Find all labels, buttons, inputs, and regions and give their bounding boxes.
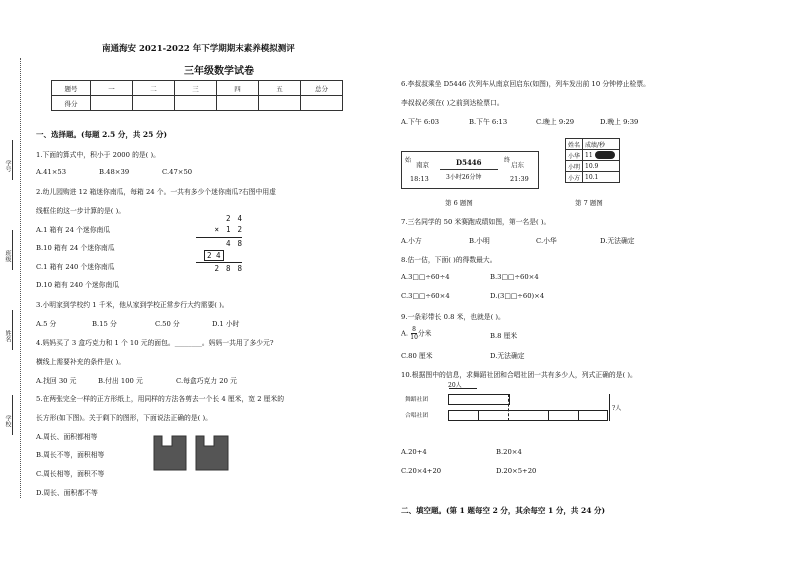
cut-squares-figure — [152, 434, 242, 472]
option[interactable]: A.1 箱有 24 个迷你南瓜 — [36, 226, 111, 234]
option[interactable]: C.80 厘米 — [401, 352, 433, 360]
option[interactable]: A.下午 6:03 — [401, 118, 440, 126]
digit: 4 — [237, 214, 242, 223]
score-input-cell[interactable] — [133, 96, 175, 111]
score-cell: 得分 — [52, 96, 91, 111]
section-heading: 一、选择题。(每题 2.5 分，共 25 分) — [36, 130, 168, 139]
cut-square-1 — [154, 436, 186, 470]
option[interactable]: B.下午 6:13 — [469, 118, 508, 126]
option[interactable]: B.小明 — [469, 237, 490, 245]
question-7: 7.三名同学的 50 米赛跑成绩如图，第一名是( )。 — [401, 218, 551, 226]
question-3: 3.小明家到学校约 1 千米，他从家到学校正常步行大约需要( )。 — [36, 301, 229, 309]
option[interactable]: B.3□□÷60×4 — [490, 273, 539, 281]
question-2-cont: 线框住的这一步计算的是( )。 — [36, 207, 126, 215]
dance-club-label: 舞蹈社团 — [405, 397, 429, 403]
side-label-name: 姓名 — [4, 330, 11, 342]
score-cell: 三 — [175, 81, 217, 96]
ticket-start-label: 始 — [405, 157, 412, 164]
option[interactable]: B.周长不等，面积相等 — [36, 451, 105, 459]
train-ticket — [401, 151, 539, 189]
option[interactable]: A.找回 30 元 — [36, 377, 77, 385]
exam-subtitle: 三年级数学试卷 — [184, 66, 254, 77]
figure-caption-7: 第 7 题图 — [575, 199, 603, 207]
option[interactable]: D.无法确定 — [600, 237, 635, 245]
option[interactable]: C.晚上 9:29 — [536, 118, 575, 126]
side-write-line — [12, 310, 13, 350]
option[interactable]: C.47×50 — [162, 168, 193, 176]
option[interactable]: C.3□□÷60×4 — [401, 292, 450, 300]
ink-smudge — [595, 151, 615, 159]
rule-line — [196, 262, 242, 263]
ticket-duration: 3小时26分钟 — [446, 174, 482, 181]
table-cell: 10.1 — [583, 172, 620, 183]
ticket-train: D5446 — [456, 158, 482, 167]
table-cell: 小华 — [566, 150, 583, 161]
binding-dotted-line — [20, 58, 21, 498]
question-5: 5.在两张完全一样的正方形纸上，用同样的方法各剪去一个长 4 厘米，宽 2 厘米的 — [36, 395, 285, 403]
total-question-label: ?人 — [612, 405, 622, 412]
question-4-cont: 横线上需要补充的条件是( )。 — [36, 358, 126, 366]
digit: 4 — [216, 251, 221, 260]
choir-club-bar — [448, 410, 608, 421]
table-header: 姓名 — [566, 139, 583, 150]
option[interactable]: D.晚上 9:39 — [600, 118, 639, 126]
fraction-denominator: 10 — [410, 334, 418, 341]
side-label-class: 班级 — [4, 250, 11, 262]
question-9: 9.一条彩带长 0.8 米，也就是( )。 — [401, 313, 505, 321]
score-input-cell[interactable] — [301, 96, 343, 111]
option[interactable]: B.8 厘米 — [490, 332, 518, 340]
score-cell: 四 — [217, 81, 259, 96]
ticket-from: 南京 — [416, 161, 429, 169]
segment-divider — [508, 394, 509, 421]
option[interactable]: A.周长、面积都相等 — [36, 433, 98, 441]
option[interactable]: D.周长、面积都不等 — [36, 489, 98, 497]
digit: 8 — [237, 264, 242, 273]
question-5-cont: 长方形(如下图)。关于剩下的图形，下面说法正确的是( )。 — [36, 414, 212, 422]
option[interactable]: D.(3□□÷60)×4 — [490, 292, 545, 300]
digit: 1 — [225, 225, 231, 234]
question-10: 10.根据图中的信息，求舞蹈社团和合唱社团一共有多少人，列式正确的是( )。 — [401, 371, 637, 379]
option[interactable]: A.3□□÷60÷4 — [401, 273, 450, 281]
option[interactable]: A.20+4 — [401, 448, 427, 456]
option[interactable]: D.1 小时 — [212, 320, 240, 328]
digit: 8 — [225, 264, 231, 273]
side-label-student-id: 学号 — [4, 160, 11, 172]
score-input-cell[interactable] — [91, 96, 133, 111]
segment-label-top: 20人 — [448, 382, 462, 389]
digit: 2 — [207, 251, 212, 260]
option[interactable]: C.每盒巧克力 20 元 — [176, 377, 237, 385]
digit: 2 — [237, 225, 242, 234]
table-cell — [583, 150, 620, 161]
option[interactable]: C.1 箱有 240 个迷你南瓜 — [36, 263, 115, 271]
cut-square-2 — [196, 436, 228, 470]
rule-line — [196, 237, 242, 238]
side-label-school: 学校 — [4, 415, 11, 427]
table-cell: 小方 — [566, 172, 583, 183]
score-cell: 题号 — [52, 81, 91, 96]
fraction-unit: 分米 — [417, 329, 432, 338]
question-6-cont: 李叔叔必须在( )之前到达检票口。 — [401, 99, 504, 107]
option[interactable]: B.48×39 — [99, 168, 130, 176]
question-2: 2.幼儿园购进 12 箱迷你南瓜，每箱 24 个。一共有多少个迷你南瓜?右图中用虚 — [36, 188, 276, 196]
segment-divider — [478, 410, 479, 421]
ticket-to: 启东 — [511, 161, 524, 169]
ticket-end-label: 终 — [504, 157, 511, 164]
table-cell-value: 11 — [585, 151, 593, 159]
score-input-cell[interactable] — [259, 96, 301, 111]
dance-club-bar — [448, 394, 510, 405]
question-4: 4.妈妈买了 3 盒巧克力和 1 个 10 元的面包。________。妈妈一共用了多少元? — [36, 339, 274, 347]
times-sign: × — [214, 225, 219, 234]
score-cell: 二 — [133, 81, 175, 96]
brace-line — [449, 388, 477, 389]
digit: 4 — [225, 239, 231, 248]
section-heading-2: 二、填空题。(第 1 题每空 2 分，其余每空 1 分，共 24 分) — [401, 506, 606, 515]
score-table — [51, 80, 343, 111]
score-cell: 一 — [91, 81, 133, 96]
question-8: 8.估一估，下面( )的得数最大。 — [401, 256, 497, 264]
score-cell: 五 — [259, 81, 301, 96]
ticket-departure: 18:13 — [410, 175, 429, 183]
option[interactable]: A.小方 — [401, 237, 422, 245]
total-brace — [609, 394, 610, 421]
option[interactable]: C.20×4+20 — [401, 467, 442, 475]
segment-divider — [578, 410, 579, 421]
race-results-table — [565, 138, 620, 183]
ticket-arrival: 21:39 — [510, 175, 529, 183]
question-6: 6.李叔叔乘坐 D5446 次列车从南京回启东(如图)，列车发出前 10 分钟停止检票。 — [401, 80, 650, 88]
exam-title: 南通海安 2021-2022 年下学期期末素养模拟测评 — [102, 44, 295, 54]
option[interactable]: C.50 分 — [155, 320, 180, 328]
option[interactable]: A.5 分 — [36, 320, 57, 328]
fraction-numerator: 8 — [412, 326, 416, 333]
option[interactable]: D.无法确定 — [490, 352, 525, 360]
option[interactable]: C.周长相等，面积不等 — [36, 470, 105, 478]
side-write-line — [12, 230, 13, 270]
score-input-cell[interactable] — [175, 96, 217, 111]
option[interactable]: B.20×4 — [496, 448, 522, 456]
choir-club-label: 合唱社团 — [405, 413, 429, 419]
option[interactable]: D.20×5+20 — [496, 467, 537, 475]
table-cell: 小明 — [566, 161, 583, 172]
question-1: 1.下面的算式中，积小于 2000 的是( )。 — [36, 151, 160, 159]
side-write-line — [12, 395, 13, 435]
digit: 2 — [225, 214, 231, 223]
table-header: 成绩/秒 — [583, 139, 620, 150]
option[interactable]: B.付出 100 元 — [98, 377, 143, 385]
score-input-cell[interactable] — [217, 96, 259, 111]
option[interactable]: B.15 分 — [92, 320, 117, 328]
digit: 8 — [237, 239, 242, 248]
option[interactable]: B.10 箱有 24 个迷你南瓜 — [36, 244, 115, 252]
table-cell: 10.9 — [583, 161, 620, 172]
option[interactable]: A.41×53 — [36, 168, 67, 176]
fraction — [410, 326, 418, 341]
binding-margin — [0, 0, 30, 561]
option[interactable]: D.10 箱有 240 个迷你南瓜 — [36, 281, 120, 289]
option-letter: A. — [401, 329, 409, 338]
digit: 2 — [214, 264, 219, 273]
segment-divider — [548, 410, 549, 421]
option-fraction[interactable] — [401, 326, 431, 341]
score-cell: 总分 — [301, 81, 343, 96]
side-write-line — [12, 140, 13, 180]
option[interactable]: C.小华 — [536, 237, 557, 245]
dashed-box — [204, 250, 224, 261]
figure-caption-6: 第 6 题图 — [445, 199, 473, 207]
ticket-arrow-line — [440, 169, 498, 170]
multiplication-figure — [196, 214, 242, 275]
